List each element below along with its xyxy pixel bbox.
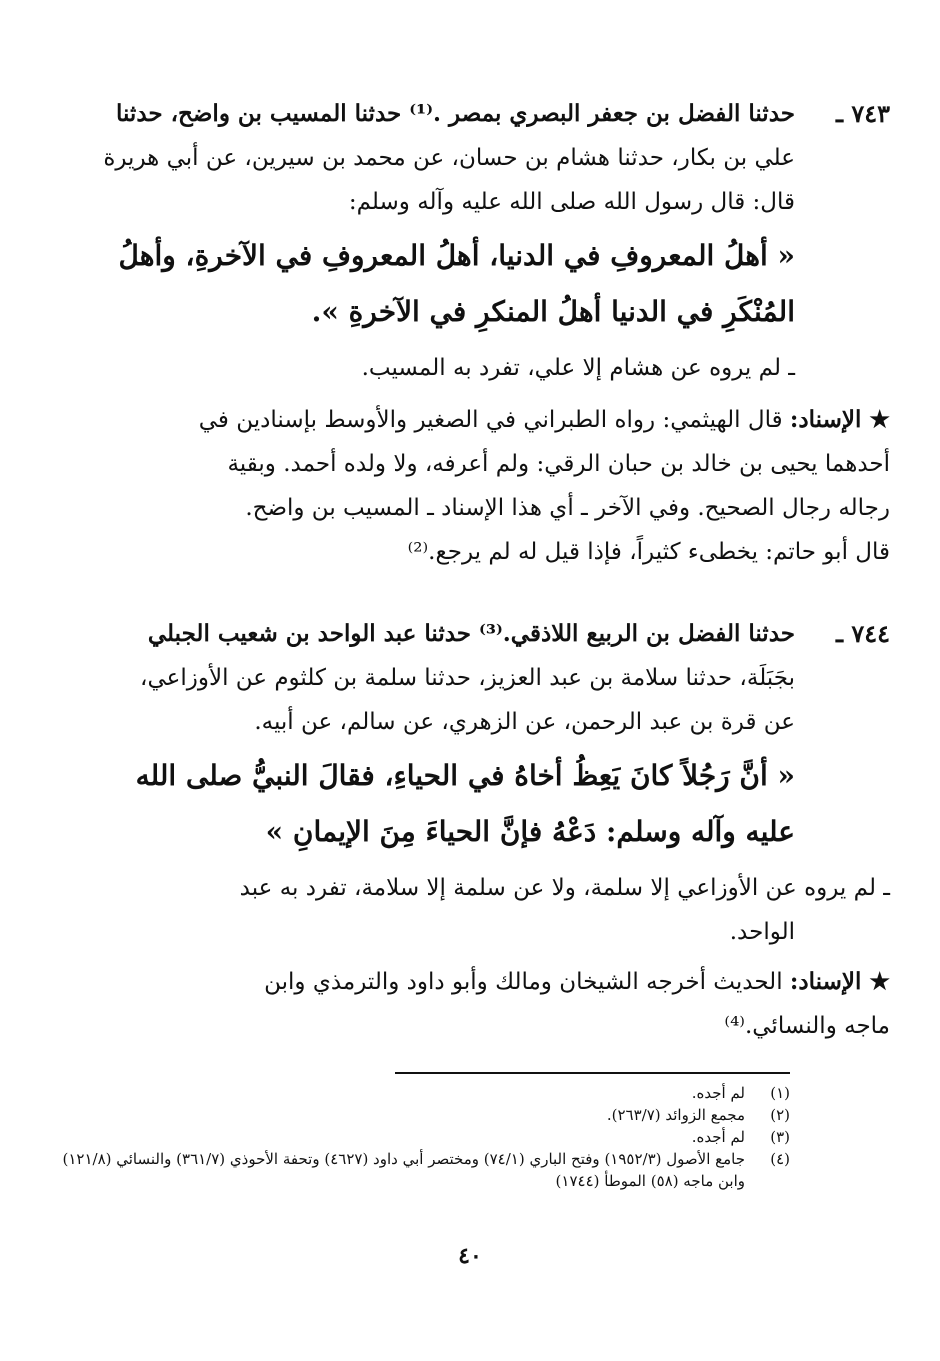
chain-first-line: [55, 92, 795, 136]
hadith-body: [55, 656, 890, 860]
chain-first-line: [55, 612, 795, 656]
footnote-item: [45, 1104, 790, 1126]
footnote-number: (٢): [770, 1106, 790, 1124]
footnote-number: (٤): [770, 1150, 790, 1168]
footnote-item: [45, 1126, 790, 1148]
isnad-line: رجاله رجال الصحيح. وفي الآخر ـ أي هذا الإسناد ـ المسيب بن واضح.: [245, 495, 890, 521]
hadith-note: ـ لم يروه عن هشام إلا علي، تفرد به المسيب.: [361, 355, 795, 381]
footnote-text: لم أجده.: [691, 1128, 745, 1146]
isnad-section: [55, 398, 890, 574]
chain-line: حدثنا الفضل بن الربيع اللاذقي.⁽³⁾ حدثنا عبد الواحد بن شعيب الجبلي: [147, 620, 795, 647]
chain-line: عن قرة بن عبد الرحمن، عن الزهري، عن سالم، عن أبيه.: [254, 709, 795, 735]
hadith-number: ٧٤٤ ـ: [835, 619, 890, 648]
hadith-matn: [55, 748, 795, 860]
chain-line: حدثنا الفضل بن جعفر البصري بمصر .⁽¹⁾ حدثنا المسيب بن واضح، حدثنا: [115, 100, 795, 127]
hadith-header: [55, 612, 890, 656]
isnad-label: ★ الإسناد:: [789, 968, 890, 995]
chain-line: بجَبَلَة، حدثنا سلامة بن عبد العزيز، حدثنا سلمة بن كلثوم عن الأوزاعي،: [140, 665, 795, 691]
footnotes: [45, 1082, 790, 1192]
chain-line: علي بن بكار، حدثنا هشام بن حسان، عن محمد بن سيرين، عن أبي هريرة: [103, 145, 795, 171]
footnote-item: [45, 1082, 790, 1104]
footnote-divider: [395, 1072, 790, 1074]
footnote-number: (٣): [770, 1128, 790, 1146]
hadith-number: ٧٤٣ ـ: [835, 99, 890, 128]
footnote-text: جامع الأصول (١٩٥٢/٣) وفتح الباري (٧٤/١) ومختصر أبي داود (٤٦٢٧) وتحفة الأحوذي (٣٦١/٧) والنسائي (١٢١/٨) وابن ماجه (٥٨) الموطأ (١٧٤٤): [62, 1150, 745, 1190]
hadith-header: [55, 92, 890, 136]
matn-line: المُنْكَرِ في الدنيا أهلُ المنكرِ في الآخرةِ ».: [311, 295, 795, 328]
matn-line: عليه وآله وسلم: دَعْهُ فإنَّ الحياءَ مِنَ الإيمانِ »: [265, 815, 795, 848]
hadith-note: [55, 866, 890, 954]
footnote-text: لم أجده.: [691, 1084, 745, 1102]
note-line: الواحد.: [729, 919, 795, 945]
isnad-line: قال أبو حاتم: يخطىء كثيراً، فإذا قيل له لم يرجع.⁽²⁾: [407, 539, 890, 565]
page-number: ٤٠: [458, 1243, 482, 1269]
hadith-743: [55, 92, 890, 574]
isnad-label: ★ الإسناد:: [789, 406, 890, 433]
matn-line: « أنَّ رَجُلاً كانَ يَعِظُ أخاهُ في الحياءِ، فقالَ النبيُّ صلى الله: [135, 759, 795, 792]
hadith-744: [55, 612, 890, 1048]
isnad-line: قال الهيثمي: رواه الطبراني في الصغير والأوسط بإسنادين في: [198, 407, 783, 433]
footnote-number: (١): [770, 1084, 790, 1102]
footnote-text: مجمع الزوائد (٢٦٣/٧).: [606, 1106, 745, 1124]
chain-line: قال: قال رسول الله صلى الله عليه وآله وسلم:: [348, 189, 795, 215]
footnote-item: [45, 1148, 790, 1192]
note-line: ـ لم يروه عن الأوزاعي إلا سلمة، ولا عن سلمة إلا سلامة، تفرد به عبد: [239, 875, 890, 901]
isnad-line: أحدهما يحيى بن خالد بن حبان الرقي: ولم أعرفه، ولا ولده أحمد. وبقية: [227, 451, 890, 477]
hadith-matn: [55, 228, 795, 340]
matn-line: « أهلُ المعروفِ في الدنيا، أهلُ المعروفِ في الآخرةِ، وأهلُ: [118, 239, 795, 272]
isnad-line: الحديث أخرجه الشيخان ومالك وأبو داود والترمذي وابن: [264, 969, 783, 995]
hadith-body: [55, 136, 890, 390]
isnad-line: ماجه والنسائي.⁽⁴⁾: [724, 1013, 890, 1039]
isnad-section: [55, 960, 890, 1048]
